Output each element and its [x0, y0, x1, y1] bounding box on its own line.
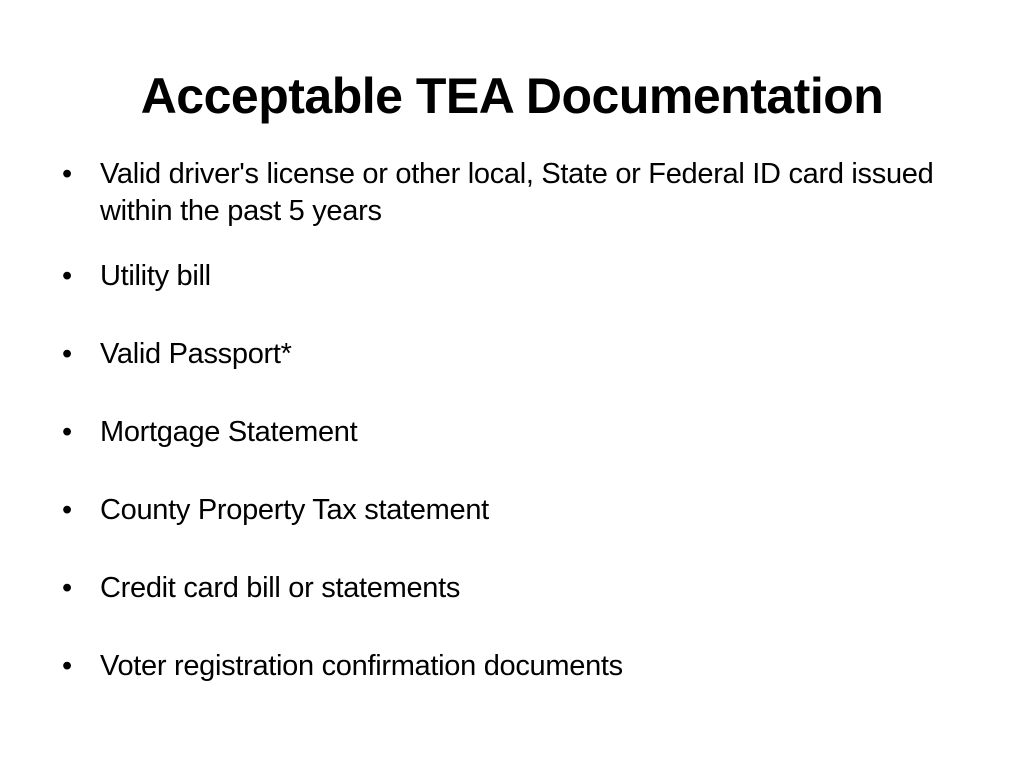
list-item	[62, 570, 962, 607]
list-item-text: Credit card bill or statements	[100, 572, 461, 604]
list-item	[62, 414, 962, 451]
bullet-icon: •	[62, 650, 72, 682]
bullet-icon: •	[62, 572, 72, 604]
bullet-icon: •	[62, 260, 72, 292]
list-item	[62, 336, 962, 373]
list-item-text: Utility bill	[100, 260, 211, 292]
bullet-icon: •	[62, 338, 72, 370]
list-item-text: Mortgage Statement	[100, 416, 358, 448]
list-item	[62, 258, 962, 295]
bullet-list	[62, 156, 962, 685]
bullet-icon: •	[62, 158, 72, 190]
list-item-text: Valid driver's license or other local, State or Federal ID card issued within the past 5 years	[100, 158, 934, 227]
list-item-text: Valid Passport*	[100, 338, 292, 370]
list-item	[62, 156, 962, 230]
bullet-icon: •	[62, 494, 72, 526]
list-item-text: Voter registration confirmation documents	[100, 650, 623, 682]
bullet-icon: •	[62, 416, 72, 448]
list-item	[62, 492, 962, 529]
list-item-text: County Property Tax statement	[100, 494, 489, 526]
slide-title: Acceptable TEA Documentation	[140, 68, 884, 124]
list-item	[62, 648, 962, 685]
